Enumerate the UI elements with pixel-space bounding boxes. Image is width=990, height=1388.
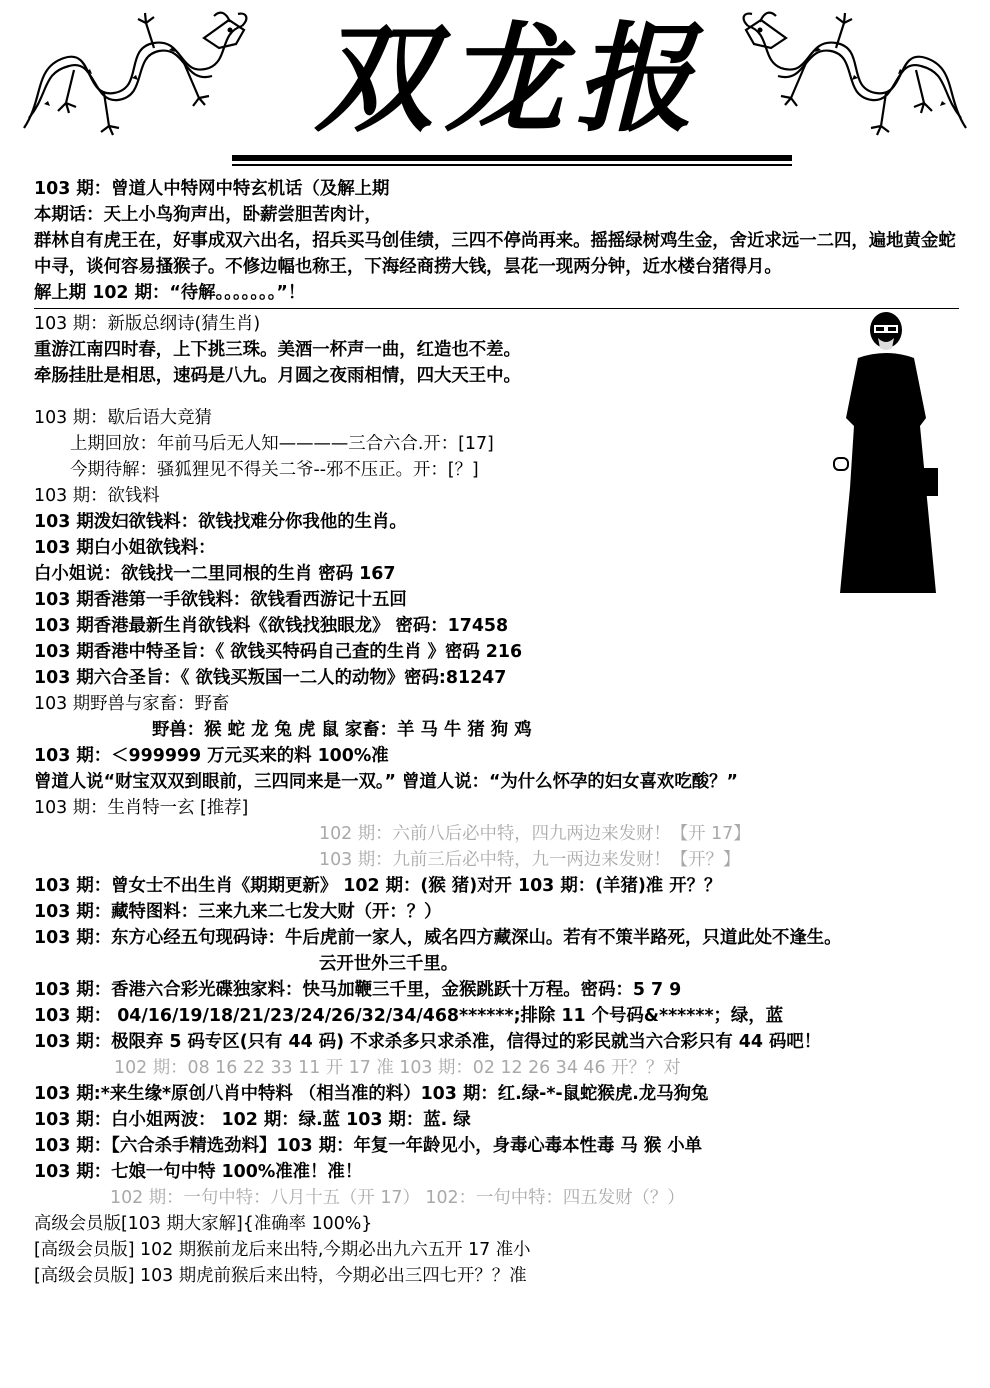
five-code-line: 103 期：极限弃 5 码专区(只有 44 码) 不求杀多只求杀准，信得过的彩民就当六合彩只有 44 码吧！ (34, 1032, 822, 1052)
seventh-lady-result-line: 102 期：一句中特：八月十五（开 17） 102：一句中特：四五发财（？） (110, 1188, 685, 1208)
ms-zeng-line: 103 期：曾女士不出生肖《期期更新》 102 期：(猴 猪)对开 103 期：(羊猪)准 开？？ (34, 876, 722, 896)
riddle-intro-line: 本期话：天上小鸟狗声出，卧薪尝胆苦肉计， (34, 205, 382, 225)
main-content (34, 176, 964, 1289)
vip-title-line: 高级会员版[103 期大家解]{准确率 100%} (34, 1214, 373, 1234)
poem-line-1: 重游江南四时春，上下挑三珠。美酒一杯声一曲，红造也不差。 (34, 340, 521, 360)
seventh-lady-line: 103 期：七娘一句中特 100%准准！准！ (34, 1162, 363, 1182)
poem-title-line: 103 期：新版总纲诗(猜生肖) (34, 314, 261, 334)
vip-line-102: [高级会员版] 102 期猴前龙后来出特,今期必出九六五开 17 准小 (34, 1240, 531, 1260)
zodiac-pick-line: 103 期：生肖特一玄 [推荐] (34, 798, 249, 818)
master-quote-line: 曾道人说“财宝双双到眼前，三四同来是一双。” 曾道人说：“为什么怀孕的妇女喜欢吃酸？” (34, 772, 738, 792)
issue-header-line: 103 期：曾道人中特网中特玄机话（及解上期 (34, 179, 390, 199)
masthead (0, 0, 990, 175)
zodiac-current-line: 103 期：九前三后必中特，九一两边来发财！【开？】 (319, 850, 741, 870)
hidden-picture-line: 103 期：藏特图料：三来九来二七发大财（开：？） (34, 902, 442, 922)
money-section-title: 103 期：欲钱料 (34, 486, 160, 506)
expensive-tip-line: 103 期：＜999999 万元买来的料 100%准 (34, 746, 389, 766)
riddle-poem-paragraph: 群林自有虎王在，好事成双六出名，招兵买马创佳绩，三四不停尚再来。摇摇绿树鸡生金，舍近求远一二四，遍地黄金蛇中寻，谈何容易搔猴子。不修边幅也称王，下海经商捞大钱，昙花一现两分钟，近水楼台猪得月。 (34, 231, 956, 277)
money-line-hk-zodiac: 103 期香港最新生肖欲钱料《欲钱找独眼龙》 密码：17458 (34, 616, 509, 636)
masthead-rule (232, 155, 792, 161)
dragon-icon (14, 8, 254, 148)
money-line-shrew: 103 期泼妇欲钱料：欲钱找难分你我他的生肖。 (34, 512, 407, 532)
section-divider (34, 308, 959, 309)
zodiac-past-line: 102 期：六前八后必中特，四九两边来发财！【开 17】 (319, 824, 751, 844)
two-waves-line: 103 期：白小姐两波： 102 期：绿.蓝 103 期：蓝. 绿 (34, 1110, 471, 1130)
oriental-sutra-line: 103 期：东方心经五句现码诗：牛后虎前一家人，威名四方藏深山。若有不策半路死，只道此处不逢生。 (34, 928, 842, 948)
money-line-six-decree: 103 期六合圣旨：《 欲钱买叛国一二人的动物》密码:81247 (34, 668, 507, 688)
money-line-miss-white-says: 白小姐说：欲钱找一二里同根的生肖 密码 167 (34, 564, 396, 584)
masthead-title: 双龙报 (314, 9, 705, 148)
beast-title-line: 103 期野兽与家畜：野畜 (34, 694, 230, 714)
hk-disc-line: 103 期：香港六合彩光碟独家料：快马加鞭三千里，金猴跳跃十万程。密码：5 7 9 (34, 980, 682, 1000)
masthead-rule-thin (232, 164, 792, 166)
previous-answer-line: 解上期 102 期：“待解。。。。。。。”！ (34, 283, 306, 303)
five-code-result-line: 102 期：08 16 22 33 11 开 17 准 103 期：02 12 26 34 46 开？？对 (114, 1058, 681, 1078)
dragon-icon (736, 8, 976, 148)
riddle-current: 今期待解：骚狐狸见不得关二爷--邪不压正。开：[？] (70, 460, 479, 480)
vip-line-103: [高级会员版] 103 期虎前猴后来出特，今期必出三四七开？？准 (34, 1266, 527, 1286)
afterlife-line: 103 期:*来生缘*原创八肖中特料 （相当准的料）103 期：红.绿-*-鼠蛇猴虎.龙马狗兔 (34, 1084, 709, 1104)
poem-line-2: 牵肠挂肚是相思，速码是八九。月圆之夜雨相情，四大天王中。 (34, 366, 521, 386)
money-line-hk-first: 103 期香港第一手欲钱料：欲钱看西游记十五回 (34, 590, 407, 610)
money-line-hk-decree: 103 期香港中特圣旨：《 欲钱买特码自己查的生肖 》密码 216 (34, 642, 523, 662)
riddle-contest-title: 103 期：歇后语大竞猜 (34, 408, 212, 428)
beast-list-line: 野兽：猴 蛇 龙 兔 虎 鼠 家畜：羊 马 牛 猪 狗 鸡 (152, 720, 532, 740)
killer-line: 103 期：【六合杀手精选劲料】103 期：年复一年龄见小，身毒心毒本性毒 马 猴 小单 (34, 1136, 703, 1156)
money-line-miss-white: 103 期白小姐欲钱料： (34, 538, 216, 558)
riddle-last-answer: 上期回放：年前马后无人知————三合六合.开：[17] (70, 434, 494, 454)
oriental-sutra-line-2: 云开世外三千里。 (319, 954, 459, 974)
number-exclude-line: 103 期： 04/16/19/18/21/23/24/26/32/34/468******;排除 11 个号码&******；绿，蓝 (34, 1006, 784, 1026)
